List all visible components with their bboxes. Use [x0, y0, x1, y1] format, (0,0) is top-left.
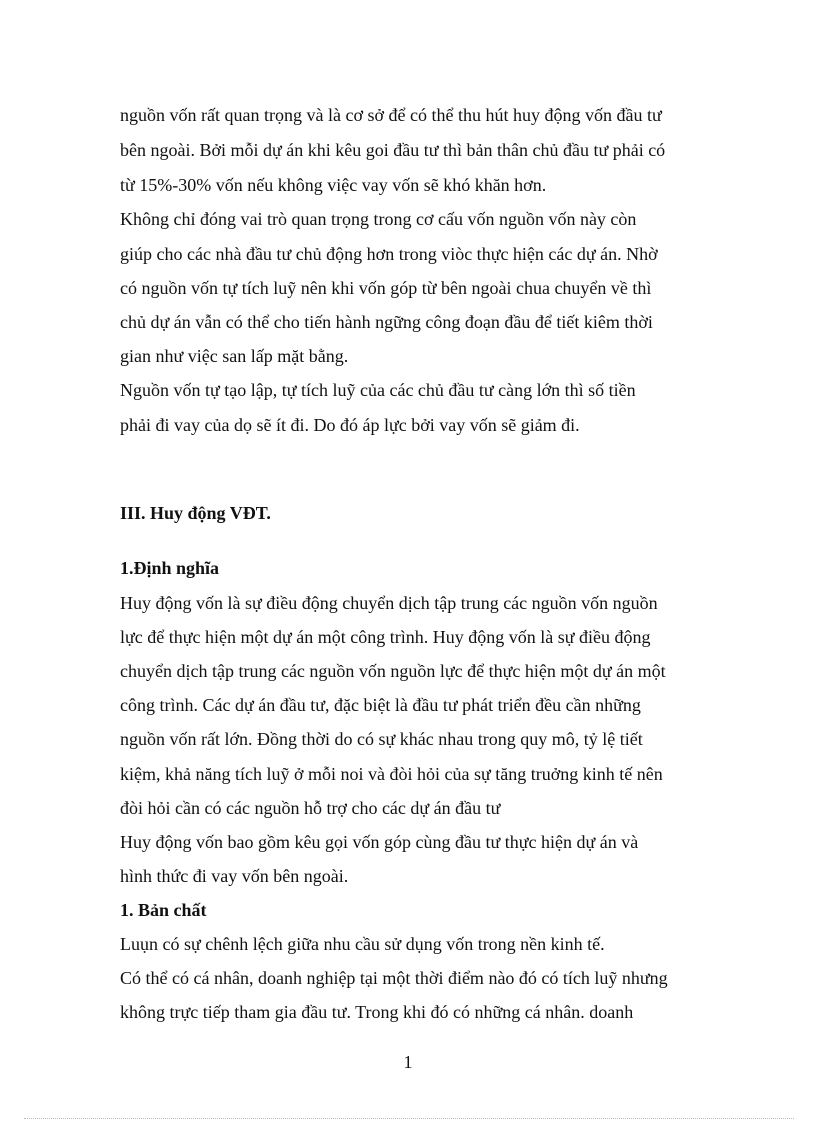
body-line: nguồn vốn rất lớn. Đồng thời do có sự khác nhau trong quy mô, tỷ lệ tiết [120, 729, 643, 749]
body-line: Luụn có sự chênh lệch giữa nhu cầu sử dụng vốn trong nền kinh tế. [120, 934, 605, 954]
body-line: gian như việc san lấp mặt bằng. [120, 346, 349, 366]
section-heading: III. Huy động VĐT. [120, 503, 271, 523]
body-line: bên ngoài. Bởi mỗi dự án khi kêu goi đầu tư thì bản thân chủ đầu tư phải có [120, 140, 666, 160]
body-line: kiệm, khả năng tích luỹ ở mỗi noi và đòi hỏi của sự tăng truởng kinh tế nên [120, 764, 663, 784]
body-line: phải đi vay của dọ sẽ ít đi. Do đó áp lực bởi vay vốn sẽ giảm đi. [120, 415, 580, 435]
body-line: Huy động vốn là sự điều động chuyển dịch tập trung các nguồn vốn nguồn [120, 593, 658, 613]
body-line: không trực tiếp tham gia đầu tư. Trong khi đó có những cá nhân. doanh [120, 1002, 634, 1022]
body-line: nguồn vốn rất quan trọng và là cơ sở để có thể thu hút huy động vốn đầu tư [120, 105, 662, 125]
body-line: Không chỉ đóng vai trò quan trọng trong cơ cấu vốn nguồn vốn này còn [120, 209, 637, 229]
body-line: lực để thực hiện một dự án một công trình. Huy động vốn là sự điều động [120, 627, 651, 647]
page-number: 1 [403, 1052, 413, 1072]
subsection-heading: 1.Định nghĩa [120, 558, 220, 578]
subsection-heading: 1. Bản chất [120, 900, 207, 920]
body-line: hình thức đi vay vốn bên ngoài. [120, 866, 349, 886]
body-line: giúp cho các nhà đầu tư chủ động hơn trong viòc thực hiện các dự án. Nhờ [120, 244, 658, 264]
body-line: chuyển dịch tập trung các nguồn vốn nguồn lực để thực hiện một dự án một [120, 661, 666, 681]
body-line: Huy động vốn bao gồm kêu gọi vốn góp cùng đầu tư thực hiện dự án và [120, 832, 639, 852]
body-line: có nguồn vốn tự tích luỹ nên khi vốn góp từ bên ngoài chua chuyển về thì [120, 278, 652, 298]
body-line: Có thể có cá nhân, doanh nghiệp tại một thời điểm nào đó có tích luỹ nhưng [120, 968, 668, 988]
body-line: từ 15%-30% vốn nếu không việc vay vốn sẽ khó khăn hơn. [120, 175, 547, 195]
body-line: chủ dự án vẫn có thể cho tiến hành ngững công đoạn đầu để tiết kiêm thời [120, 312, 653, 332]
body-line: đòi hỏi cần có các nguồn hỗ trợ cho các dự án đầu tư [120, 798, 501, 818]
page-bottom-divider [24, 1118, 794, 1119]
body-line: công trình. Các dự án đầu tư, đặc biệt là đầu tư phát triển đều cần những [120, 695, 641, 715]
body-line: Nguồn vốn tự tạo lập, tự tích luỹ của các chủ đầu tư càng lớn thì số tiền [120, 380, 636, 400]
